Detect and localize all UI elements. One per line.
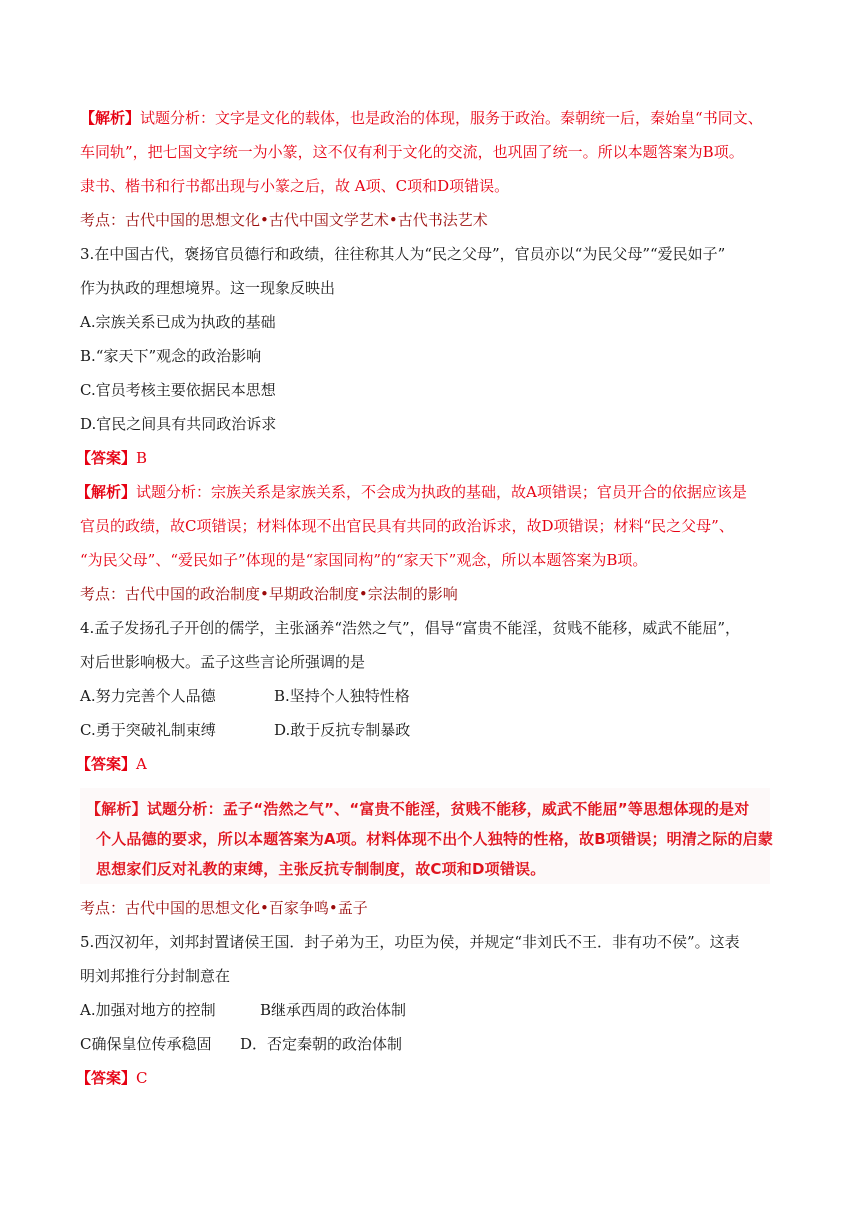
q4-answer-value: A <box>136 755 147 773</box>
q4-stem-line-1: 4.孟子发扬孔子开创的儒学，主张涵养“浩然之气”，倡导“富贵不能淫，贫贱不能移，威武不能屈”， <box>80 619 740 637</box>
q4-options <box>80 679 780 747</box>
q5-option-b: B继承西周的政治体制 <box>260 1001 407 1019</box>
q2-analysis-line-2: 车同轨”，把七国文字统一为小篆，这不仅有利于文化的交流，也巩固了统一。所以本题答案为B项。 <box>80 143 744 161</box>
q2-analysis-line-3: 隶书、楷书和行书都出现与小篆之后，故 A项、C项和D项错误。 <box>80 177 510 195</box>
q3-analysis-line-2: 官员的政绩，故C项错误；材料体现不出官民具有共同的政治诉求，故D项错误；材料“民之父母”、 <box>80 517 734 535</box>
q4-analysis-line-1: 【解析】试题分析：孟子“浩然之气”、“富贵不能淫，贫贱不能移，威武不能屈”等思想体现的是对 <box>86 800 750 818</box>
q3-option-a: A.宗族关系已成为执政的基础 <box>80 313 276 331</box>
q2-point <box>80 203 780 237</box>
q4-analysis-image <box>80 788 774 884</box>
q4-stem-line-2: 对后世影响极大。孟子这些言论所强调的是 <box>80 653 366 671</box>
q4-option-a: A.努力完善个人品德 <box>80 687 216 705</box>
q2-point-text: 考点：古代中国的思想文化•古代中国文学艺术•古代书法艺术 <box>80 211 488 229</box>
q4-point-text: 考点：古代中国的思想文化•百家争鸣•孟子 <box>80 899 368 917</box>
q4-option-c: C.勇于突破礼制束缚 <box>80 721 216 739</box>
q3-stem <box>80 237 780 305</box>
q3-analysis <box>76 475 776 577</box>
q3-point-text: 考点：古代中国的政治制度•早期政治制度•宗法制的影响 <box>80 585 458 603</box>
q3-analysis-line-1: 【解析】试题分析：宗族关系是家族关系，不会成为执政的基础，故A项错误；官员开合的依据应该是 <box>76 483 747 501</box>
q5-stem-line-2: 明刘邦推行分封制意在 <box>80 967 231 985</box>
q3-options <box>80 305 780 441</box>
q5-option-d: D．否定秦朝的政治体制 <box>240 1035 403 1053</box>
q4-answer-tag: 【答案】 <box>76 755 137 773</box>
q2-analysis-line-1: 【解析】试题分析：文字是文化的载体，也是政治的体现，服务于政治。秦朝统一后，秦始皇“书同文、 <box>80 109 763 127</box>
q5-option-a: A.加强对地方的控制 <box>80 1001 216 1019</box>
q5-option-c: C确保皇位传承稳固 <box>80 1035 212 1053</box>
q4-option-d: D.敢于反抗专制暴政 <box>274 721 411 739</box>
q4-option-b: B.坚持个人独特性格 <box>274 687 410 705</box>
q4-analysis-line-2: 个人品德的要求，所以本题答案为A项。材料体现不出个人独特的性格，故B项错误；明清之际的启蒙 <box>96 830 774 848</box>
q5-answer <box>76 1061 776 1095</box>
q5-answer-value: C <box>136 1069 148 1087</box>
q3-answer-tag: 【答案】 <box>76 449 137 467</box>
q5-stem <box>80 925 780 993</box>
q3-answer <box>76 441 776 475</box>
q4-analysis-line-3: 思想家们反对礼教的束缚，主张反抗专制制度，故C项和D项错误。 <box>96 860 546 878</box>
q4-stem <box>80 611 780 679</box>
q4-point <box>80 891 780 925</box>
q5-stem-line-1: 5.西汉初年，刘邦封置诸侯王国．封子弟为王，功臣为侯，并规定“非刘氏不王．非有功不侯”。这表 <box>80 933 740 951</box>
q5-answer-tag: 【答案】 <box>76 1069 137 1087</box>
q3-option-c: C.官员考核主要依据民本思想 <box>80 381 276 399</box>
q2-analysis <box>80 101 780 203</box>
q5-options <box>80 993 780 1061</box>
q3-option-b: B.“家天下”观念的政治影响 <box>80 347 262 365</box>
q3-answer-value: B <box>136 449 148 467</box>
q3-stem-line-1: 3.在中国古代，褒扬官员德行和政绩，往往称其人为“民之父母”，官员亦以“为民父母”“爱民如子” <box>80 245 726 263</box>
q3-stem-line-2: 作为执政的理想境界。这一现象反映出 <box>80 279 336 297</box>
q3-point <box>80 577 780 611</box>
q3-analysis-line-3: “为民父母”、“爱民如子”体现的是“家国同构”的“家天下”观念，所以本题答案为B项。 <box>80 551 648 569</box>
q3-option-d: D.官民之间具有共同政治诉求 <box>80 415 277 433</box>
q4-answer <box>76 747 776 781</box>
